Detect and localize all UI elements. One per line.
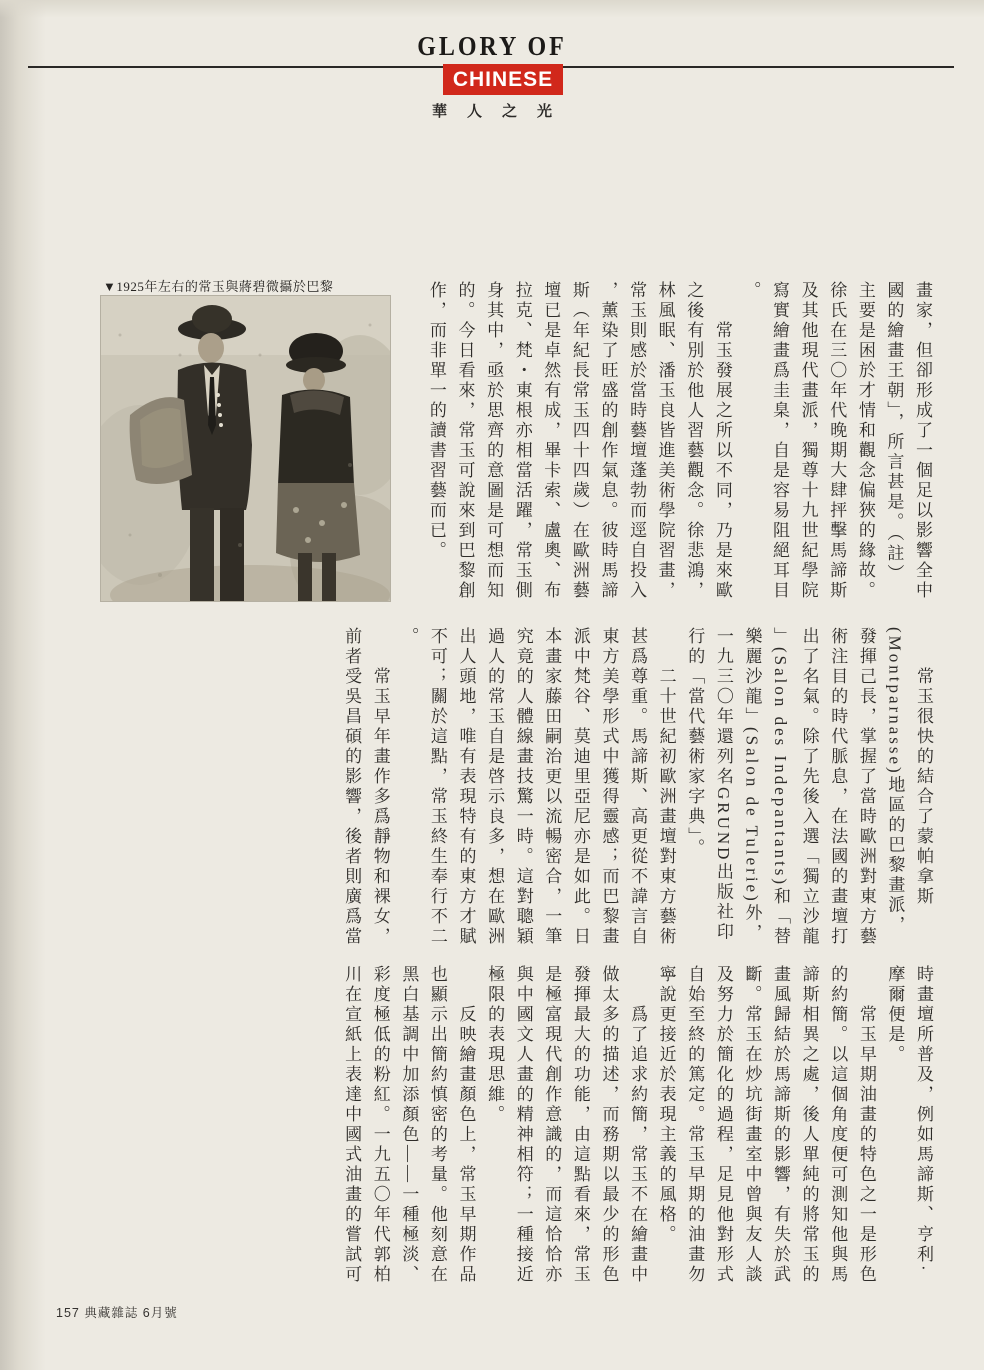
text-column: 發揮最大的功能，由這點看來，常玉: [570, 965, 590, 1285]
text-column: 術注目的時代脈息，在法國的畫壇打: [828, 627, 848, 947]
scan-shadow-left: [0, 0, 46, 1370]
text-column: 發揮己長，掌握了當時歐洲對東方藝: [856, 627, 876, 947]
masthead: [0, 31, 984, 62]
text-column: 是極富現代創作意識的，而這恰恰亦: [542, 965, 562, 1285]
text-column: 極限的表現思維。: [485, 965, 505, 1125]
text-column: 作，而非單一的讀書習藝而已。: [426, 281, 446, 561]
text-column: 拉克、梵・東根亦相當活躍，常玉側: [512, 281, 532, 601]
text-column: 做太多的描述，而務期以最少的形色: [599, 965, 619, 1285]
text-column: 」(Salon des Indepantants)和「替: [771, 627, 791, 948]
text-column: 。: [399, 627, 419, 647]
text-column: 及努力於簡化的過程，足見他對形式: [713, 965, 733, 1285]
text-column: 常玉則感於當時藝壇蓬勃而逕自投入: [627, 281, 647, 601]
text-column: 前者受吳昌碩的影響，後者則廣爲當: [342, 627, 362, 947]
text-column: 不可；關於這點，常玉終生奉行不二: [427, 627, 447, 947]
text-column: 派中梵谷、莫迪里亞尼亦是如此。日: [570, 627, 590, 947]
text-column: 樂麗沙龍」(Salon de Tulerie)外，: [742, 627, 762, 944]
text-column: 的約簡。以這個角度便可測知他與馬: [828, 965, 848, 1285]
text-column: 究竟的人體線畫技驚一時。這對聰穎: [513, 627, 533, 947]
text-column: 壇已是卓然有成，畢卡索、盧奧、布: [541, 281, 561, 601]
text-column: 常玉發展之所以不同，乃是來歐: [712, 281, 732, 601]
article-block-top: [420, 281, 936, 625]
text-column: 摩爾便是。: [885, 965, 905, 1065]
text-column: 自始至終的篤定。常玉早期的油畫勿: [685, 965, 705, 1285]
text-column: 身其中，亟於思齊的意圖是可想而知: [484, 281, 504, 601]
masthead-chinese-badge: [443, 64, 563, 95]
text-column: 爲了追求約簡，常玉不在繪畫中: [628, 965, 648, 1285]
text-column: (Montparnasse)地區的巴黎畫派，: [885, 627, 905, 936]
text-column: 畫家，但卻形成了一個足以影響全中: [913, 281, 932, 601]
text-column: 常玉早期油畫的特色之一是形色: [856, 965, 876, 1285]
text-column: 斷。常玉在炒坑街畫室中曾與友人談: [742, 965, 762, 1285]
text-column: 及其他現代畫派，獨尊十九世紀學院: [798, 281, 818, 601]
text-column: 常玉很快的結合了蒙帕拿斯: [914, 627, 933, 907]
text-column: 彩度極低的粉紅。一九五〇年代郭柏: [370, 965, 390, 1285]
text-column: 畫風歸結於馬諦斯的影響，有失於武: [771, 965, 791, 1285]
photo-caption: ▼1925年左右的常玉與蔣碧微攝於巴黎: [103, 279, 334, 294]
text-column: 斯（年紀長常玉四十四歲）在歐洲藝: [569, 281, 589, 601]
article-block-bottom: [333, 965, 937, 1305]
text-column: 諦斯相異之處，後人單純的將常玉的: [799, 965, 819, 1285]
scan-shadow-top: [0, 0, 984, 18]
photo: [100, 295, 391, 602]
text-column: 時畫壇所普及，例如馬諦斯、亨利·: [914, 965, 933, 1274]
text-column: 之後有別於他人習藝觀念。徐悲鴻，: [684, 281, 704, 601]
text-column: 林風眠、潘玉良皆進美術學院習畫，: [655, 281, 675, 601]
text-column: 與中國文人畫的精神相符；一種接近: [513, 965, 533, 1285]
text-column: 出人頭地，唯有表現特有的東方才賦: [456, 627, 476, 947]
text-column: 主要是困於才情和觀念偏狹的緣故。: [855, 281, 875, 601]
text-column: 甚爲尊重。馬諦斯、高更從不諱言自: [628, 627, 648, 947]
text-column: 黑白基調中加添顏色——一種極淡、: [399, 965, 419, 1285]
text-column: 寫實繪畫爲圭臬，自是容易阻絕耳目: [770, 281, 790, 601]
text-column: 行的「當代藝術家字典」。: [685, 627, 705, 859]
text-column: 國的繪畫王朝」，所言甚是。（註）: [884, 281, 904, 584]
text-column: 的。今日看來，常玉可說來到巴黎創: [455, 281, 475, 601]
text-column: 川在宣紙上表達中國式油畫的嘗試可: [342, 965, 362, 1285]
text-column: 。: [741, 281, 761, 301]
text-column: 出了名氣。除了先後入選「獨立沙龍: [799, 627, 819, 947]
text-column: 本畫家藤田嗣治更以流暢密合，一筆: [542, 627, 562, 947]
masthead-glory-of: GLORY OF: [417, 31, 567, 62]
text-column: 過人的常玉自是啓示良多，想在歐洲: [485, 627, 505, 947]
text-column: 徐氏在三〇年代晚期大肆抨擊馬諦斯: [827, 281, 847, 601]
text-column: 也顯示出簡約慎密的考量。他刻意在: [427, 965, 447, 1285]
article-block-middle: [333, 627, 937, 965]
text-column: 寧說更接近於表現主義的風格。: [656, 965, 676, 1245]
text-column: 一九三〇年還列名GRUND出版社印: [713, 627, 733, 943]
text-column: 二十世紀初歐洲畫壇對東方藝術: [656, 627, 676, 947]
text-column: 東方美學形式中獲得靈感；而巴黎畫: [599, 627, 619, 947]
masthead-subtitle: 華人之光: [431, 104, 572, 120]
text-column: 反映繪畫顏色上，常玉早期作品: [456, 965, 476, 1285]
text-column: 常玉早年畫作多爲靜物和裸女，: [370, 627, 390, 947]
page-folio: 157 典藏雜誌 6月號: [56, 1306, 178, 1320]
text-column: ，薰染了旺盛的創作氣息。彼時馬諦: [598, 281, 618, 601]
masthead-chinese-label: CHINESE: [452, 67, 554, 91]
